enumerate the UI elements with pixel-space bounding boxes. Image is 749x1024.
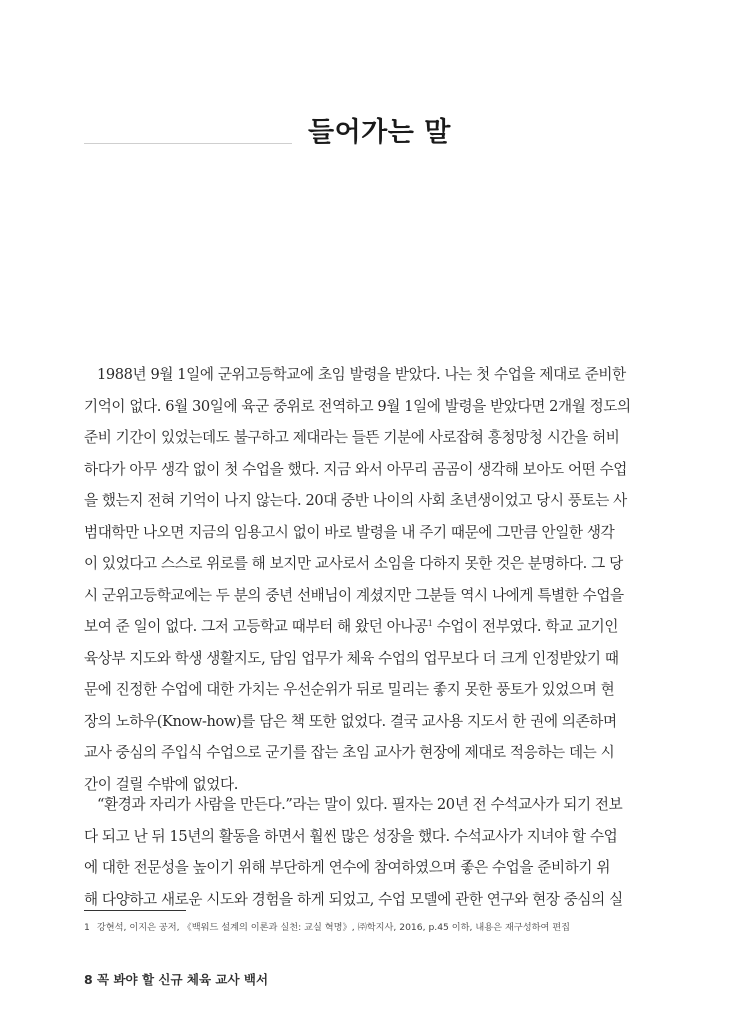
footnote-number: 1 <box>84 922 90 933</box>
paragraph-line: 간이 걸릴 수밖에 없었다. <box>84 775 238 793</box>
paragraph-1 <box>84 359 632 800</box>
paragraph-line: 장의 노하우(Know-how)를 담은 책 또한 없었다. 결국 교사용 지도서 한 권에 의존하며 <box>84 712 617 730</box>
title-divider <box>84 143 292 144</box>
paragraph-line: 1988년 9월 1일에 군위고등학교에 초임 발령을 받았다. 나는 첫 수업을 제대로 준비한 <box>97 366 626 383</box>
paragraph-line: 해 다양하고 새로운 시도와 경험을 하게 되었고, 수업 모델에 관한 연구와 현장 중심의 실 <box>84 890 623 908</box>
paragraph-line: 이 있었다고 스스로 위로를 해 보지만 교사로서 소임을 다하지 못한 것은 분명하다. 그 당 <box>84 555 623 572</box>
paragraph-line: 교사 중심의 주입식 수업으로 군기를 잡는 초임 교사가 현장에 제대로 적응하는 데는 시 <box>84 744 615 761</box>
paragraph-line: 문에 진정한 수업에 대한 가치는 우선순위가 뒤로 밀리는 좋지 못한 풍토가 있었으며 현 <box>84 681 615 698</box>
footnote-text: 강현석, 이지은 공저, 《백워드 설계의 이론과 실천: 교실 혁명》, ㈜학지사, 2016, p.45 이하, 내용은 재구성하여 편집 <box>96 922 570 933</box>
footnote-ref[interactable]: 1 <box>427 619 433 628</box>
paragraph-line: “환경과 자리가 사람을 만든다.”라는 말이 있다. 필자는 20년 전 수석교사가 되기 전보 <box>97 796 623 813</box>
footnote <box>84 919 570 933</box>
paragraph-line: 을 했는지 전혀 기억이 나지 않는다. 20대 중반 나이의 사회 초년생이었고 당시 풍토는 사 <box>84 492 627 509</box>
paragraph-2 <box>84 789 632 915</box>
paragraph-line: 다 되고 난 뒤 15년의 활동을 하면서 훨씬 많은 성장을 했다. 수석교사가 지녀야 할 수업 <box>84 827 618 845</box>
paragraph-line: 범대학만 나오면 지금의 임용고시 없이 바로 발령을 내 주기 때문에 그만큼 안일한 생각 <box>84 523 615 541</box>
paragraph-line: 준비 기간이 있었는데도 불구하고 제대라는 들뜬 기분에 사로잡혀 흥청망청 시간을 허비 <box>84 429 620 446</box>
paragraph-line: 육상부 지도와 학생 생활지도, 담임 업무가 체육 수업의 업무보다 더 크게 인정받았기 때 <box>84 649 619 667</box>
paragraph-line: 시 군위고등학교에는 두 분의 중년 선배님이 계셨지만 그분들 역시 나에게 특별한 수업을 <box>84 586 624 604</box>
page-footer: 8 꼭 봐야 할 신규 체육 교사 백서 <box>84 972 269 987</box>
paragraph-line: 보여 준 일이 없다. 그저 고등학교 때부터 해 왔던 아나공$^1$ 수업이 전부였다. 학교 교기인 <box>84 618 619 635</box>
paragraph-line: 기억이 없다. 6월 30일에 육군 중위로 전역하고 9월 1일에 발령을 받았다면 2개월 정도의 <box>84 397 631 415</box>
page-title: 들어가는 말 <box>308 117 451 148</box>
paragraph-line: 하다가 아무 생각 없이 첫 수업을 했다. 지금 와서 아무리 곰곰이 생각해 보아도 어떤 수업 <box>84 460 628 478</box>
footnote-divider <box>84 910 186 911</box>
paragraph-line: 에 대한 전문성을 높이기 위해 부단하게 연수에 참여하였으며 좋은 수업을 준비하기 위 <box>84 859 611 876</box>
